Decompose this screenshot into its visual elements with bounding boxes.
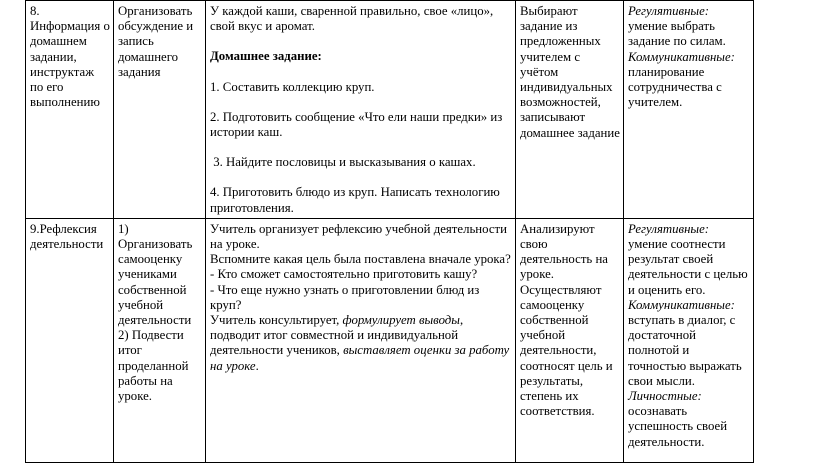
communicative-label: Коммуникативные:: [628, 49, 735, 64]
stage-text: 9.Рефлексия деятельности: [30, 221, 104, 252]
reflection-line-5-e: .: [255, 358, 259, 373]
reflection-line-2: Вспомните какая цель была поставлена вначале урока?: [210, 252, 511, 267]
homework-item-4: 4. Приготовить блюдо из круп. Написать технологию приготовления.: [210, 185, 500, 215]
homework-heading: Домашнее задание:: [210, 49, 322, 64]
uud-cell: [624, 1, 754, 219]
stage-text: 8. Информация о домашнем задании, инструктаж по его выполнению: [30, 4, 110, 110]
student-activity-cell: [516, 1, 624, 219]
reflection-line-4: - Что еще нужно узнать о приготовлении блюд из круп?: [210, 282, 480, 312]
regulative-text: умение соотнести результат своей деятельности с целью и оценить его.: [628, 237, 748, 297]
reflection-line-5-c: , подводит итог совместной и индивидуальной деятельности учеников,: [210, 313, 464, 358]
reflection-line-5-a: Учитель консультирует,: [210, 313, 343, 328]
reflection-line-3: - Кто сможет самостоятельно приготовить кашу?: [210, 267, 478, 282]
table-row: [26, 218, 754, 462]
teacher-activity-cell: [114, 218, 206, 462]
content-intro: У каждой каши, сваренной правильно, свое «лицо», свой вкус и аромат.: [210, 4, 494, 34]
student-activity-cell: [516, 218, 624, 462]
reflection-line-5-d: выставляет оценки за работу на уроке: [210, 343, 510, 373]
student-activity-text: Анализируют свою деятельность на уроке. Осуществляют самооценку собственной учебной деятельности, соотносят цель и результаты, степень их соответствия.: [520, 221, 613, 419]
table-row: [26, 1, 754, 219]
personal-label: Личностные:: [628, 389, 702, 404]
homework-item-2: 2. Подготовить сообщение «Что ели наши предки» из истории каш.: [210, 109, 503, 140]
communicative-text: планирование сотрудничества с учителем.: [628, 64, 722, 110]
reflection-line-1: Учитель организует рефлексию учебной деятельности на уроке.: [210, 221, 507, 252]
communicative-text: вступать в диалог, с достаточной полнотой и точностью выражать свои мысли.: [628, 313, 742, 388]
teacher-activity-text: Организовать обсуждение и запись домашнего задания: [118, 4, 194, 79]
personal-text: осознавать успешность своей деятельности.: [628, 404, 728, 449]
student-activity-text: Выбирают задание из предложенных учителем с учётом индивидуальных возможностей, записывают домашнее задание: [520, 4, 620, 140]
reflection-line-5: [210, 313, 512, 374]
regulative-label: Регулятивные:: [628, 221, 710, 236]
stage-cell: [26, 218, 114, 462]
communicative-label: Коммуникативные:: [628, 297, 735, 312]
uud-cell: [624, 218, 754, 462]
stage-cell: [26, 1, 114, 219]
homework-item-3: 3. Найдите пословицы и высказывания о кашах.: [210, 155, 476, 170]
homework-item-1: 1. Составить коллекцию круп.: [210, 79, 375, 94]
reflection-line-5-b: формулирует выводы: [342, 313, 460, 328]
lesson-plan-table: [25, 0, 754, 463]
content-cell: [206, 1, 516, 219]
teacher-activity-text: 1) Организовать самооценку учениками собственной учебной деятельности 2) Подвести итог проделанной работы на уроке.: [118, 221, 193, 404]
regulative-label: Регулятивные:: [628, 4, 710, 18]
content-cell: [206, 218, 516, 462]
regulative-text: умение выбрать задание по силам.: [628, 19, 726, 49]
teacher-activity-cell: [114, 1, 206, 219]
